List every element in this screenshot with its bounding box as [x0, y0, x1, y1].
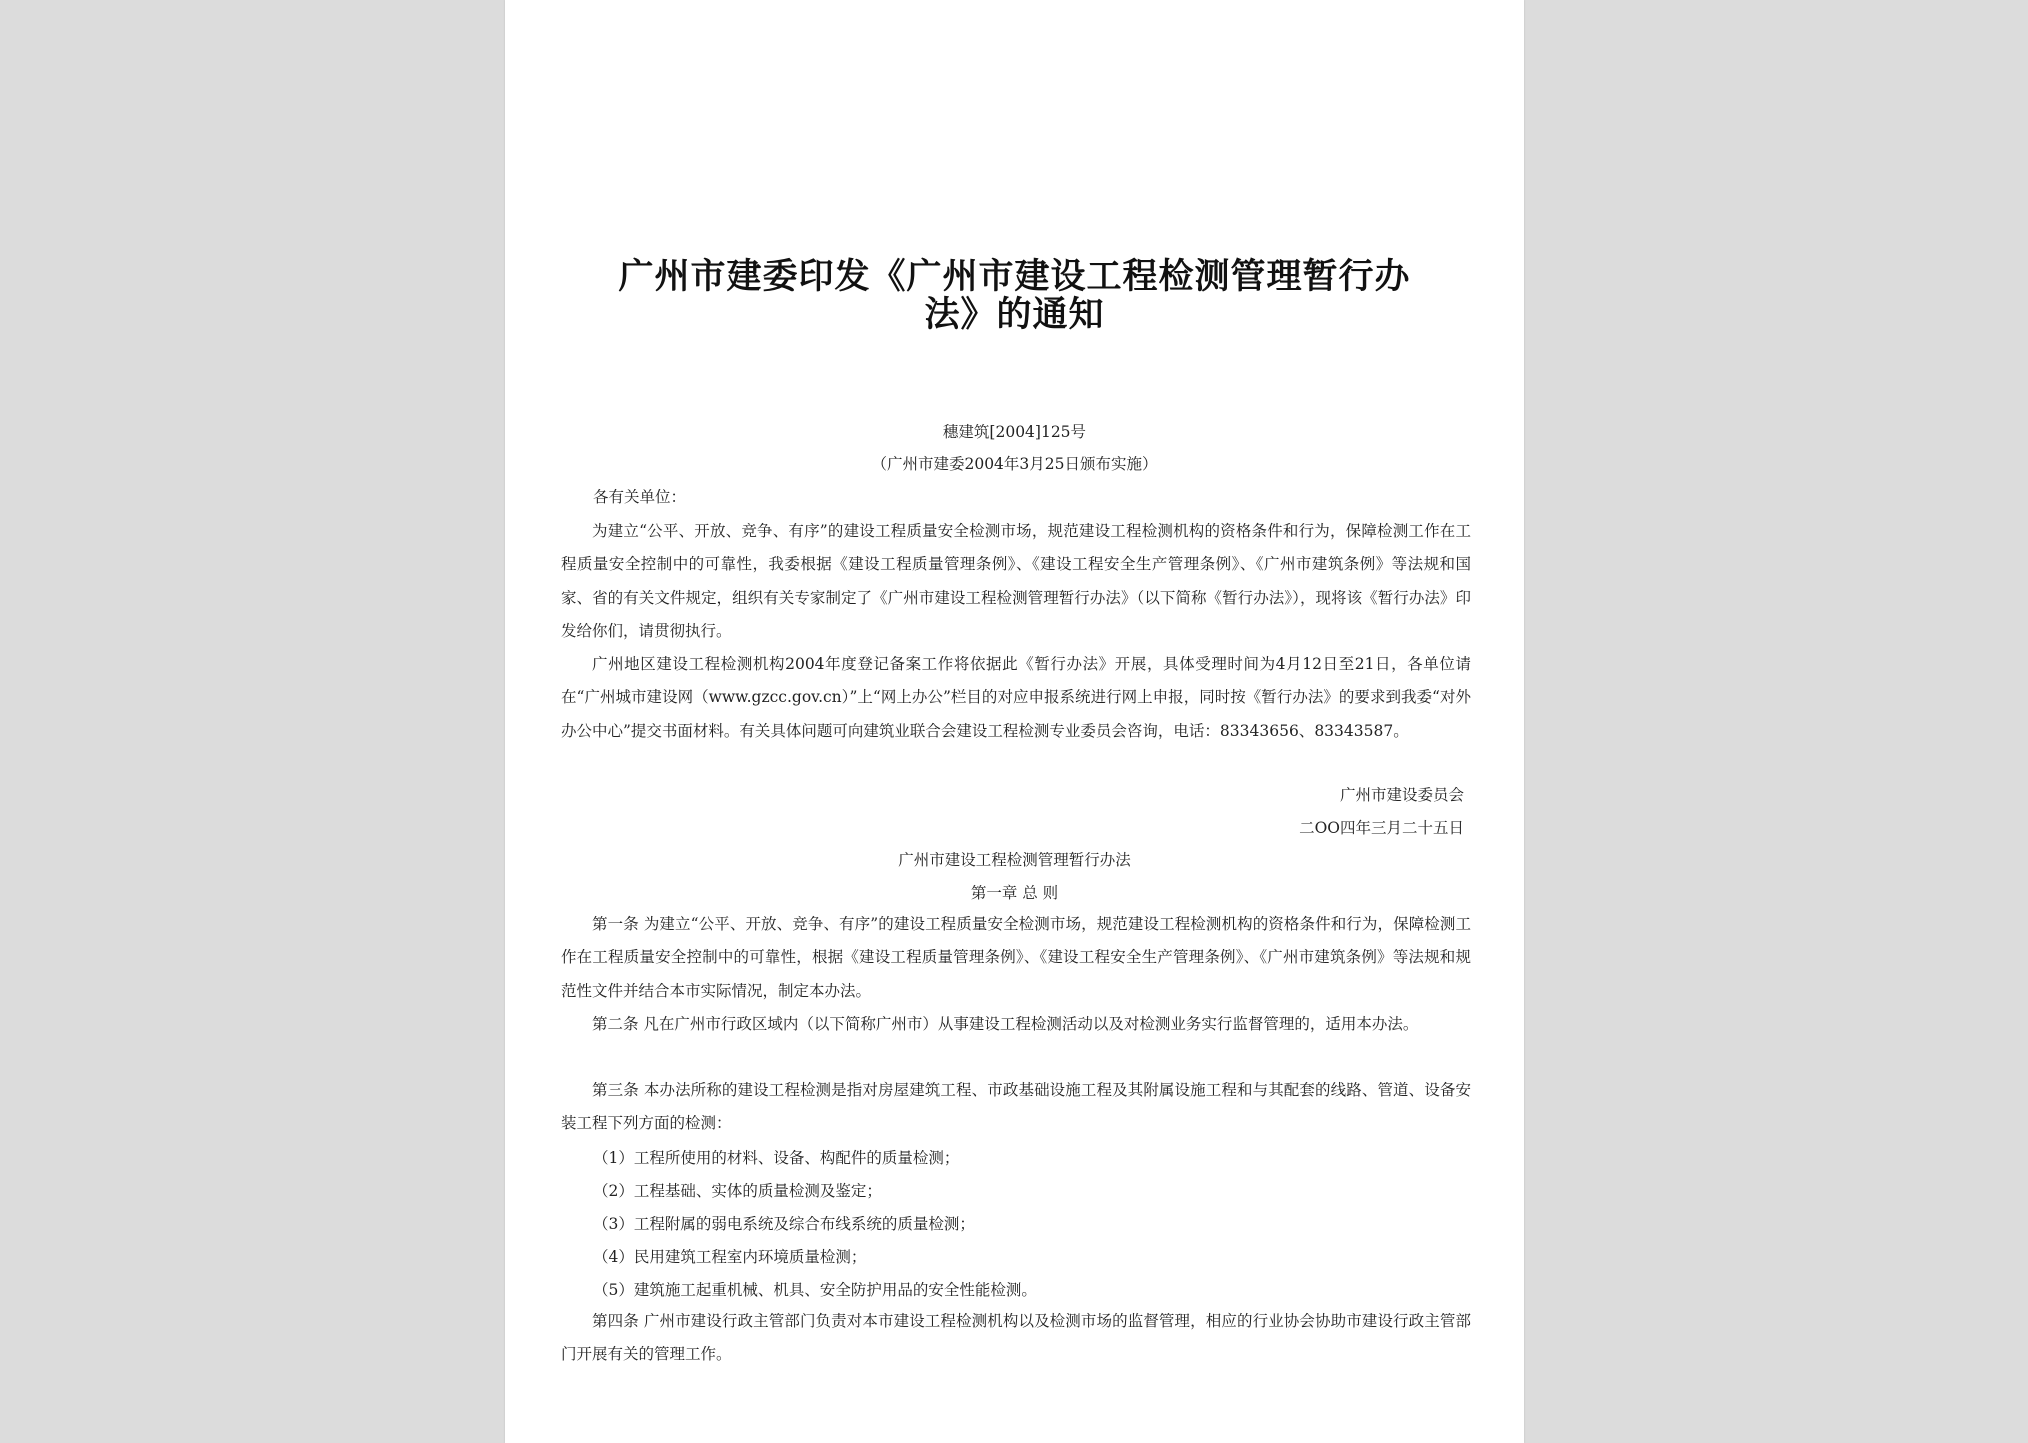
paragraph-1: 为建立“公平、开放、竞争、有序”的建设工程质量安全检测市场，规范建设工程检测机构的资格条件和行为，保障检测工作在工程质量安全控制中的可靠性，我委根据《建设工程质量管理条例》、《建设工程安全生产管理条例》、《广州市建筑条例》等法规和国家、省的有关文件规定，组织有关专家制定了《广州市建设工程检测管理暂行办法》（以下简称《暂行办法》），现将该《暂行办法》印发给你们，请贯彻执行。 — [561, 522, 1471, 640]
list-item: （5）建筑施工起重机械、机具、安全防护用品的安全性能检测。 — [593, 1281, 1037, 1299]
salutation: 各有关单位： — [593, 488, 687, 506]
paragraph-2: 广州地区建设工程检测机构2004年度登记备案工作将依据此《暂行办法》开展，具体受理时间为4月12日至21日，各单位请在“广州城市建设网（www.gzcc.gov.cn）”上“网上办公”栏目的对应申报系统进行网上申报，同时按《暂行办法》的要求到我委“对外办公中心”提交书面材料。有关具体问题可向建筑业联合会建设工程检测专业委员会咨询，电话：83343656、83343587。 — [561, 655, 1471, 740]
document-page — [505, 0, 1524, 1443]
list-item: （1）工程所使用的材料、设备、构配件的质量检测； — [593, 1149, 960, 1167]
document-number: 穗建筑[2004]125号 — [942, 423, 1087, 441]
list-item: （4）民用建筑工程室内环境质量检测； — [593, 1248, 867, 1266]
article-2: 第二条 凡在广州市行政区域内（以下简称广州市）从事建设工程检测活动以及对检测业务实行监督管理的，适用本办法。 — [592, 1015, 1419, 1033]
title-line-2: 法》的通知 — [924, 294, 1105, 335]
list-item: （3）工程附属的弱电系统及综合布线系统的质量检测； — [593, 1215, 975, 1233]
signature-date: 二OO四年三月二十五日 — [1299, 819, 1464, 837]
article-4: 第四条 广州市建设行政主管部门负责对本市建设工程检测机构以及检测市场的监督管理，相应的行业协会协助市建设行政主管部门开展有关的管理工作。 — [561, 1312, 1471, 1364]
list-item: （2）工程基础、实体的质量检测及鉴定； — [593, 1182, 882, 1200]
document-title — [505, 258, 1524, 334]
regulation-title: 广州市建设工程检测管理暂行办法 — [898, 851, 1131, 869]
chapter-heading: 第一章 总 则 — [970, 884, 1059, 902]
signature-org: 广州市建设委员会 — [1339, 786, 1464, 804]
article-1: 第一条 为建立“公平、开放、竞争、有序”的建设工程质量安全检测市场，规范建设工程检测机构的资格条件和行为，保障检测工作在工程质量安全控制中的可靠性，根据《建设工程质量管理条例》、《建设工程安全生产管理条例》、《广州市建筑条例》等法规和规范性文件并结合本市实际情况，制定本办法。 — [561, 915, 1471, 1000]
issued-note: （广州市建委2004年3月25日颁布实施） — [871, 455, 1158, 473]
article-3: 第三条 本办法所称的建设工程检测是指对房屋建筑工程、市政基础设施工程及其附属设施工程和与其配套的线路、管道、设备安装工程下列方面的检测： — [561, 1081, 1471, 1133]
title-line-1: 广州市建委印发《广州市建设工程检测管理暂行办 — [618, 256, 1411, 297]
